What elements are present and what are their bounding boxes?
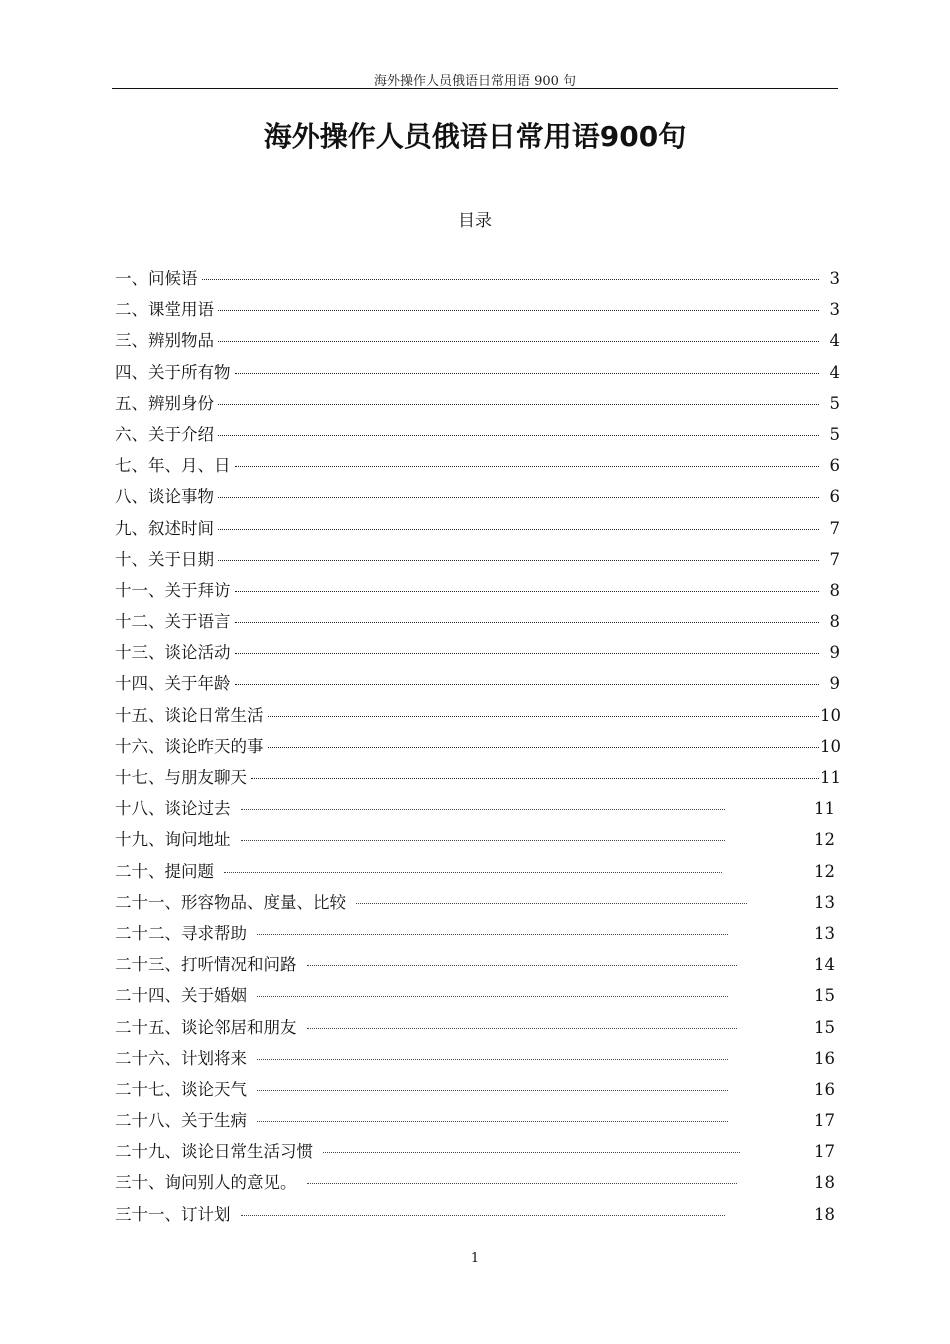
toc-entry-label: 六、关于介绍 (115, 424, 214, 444)
toc-entry-page: 5 (829, 424, 840, 444)
toc-dot-leader (323, 1152, 740, 1153)
toc-dot-leader (307, 1028, 737, 1029)
toc-dot-leader (268, 747, 820, 748)
toc-entry-page: 13 (814, 923, 835, 943)
toc-entry[interactable] (115, 606, 840, 637)
toc-dot-leader (307, 965, 737, 966)
toc-entry-label: 十五、谈论日常生活 (115, 705, 264, 725)
toc-dot-leader (241, 1215, 725, 1216)
document-title: 海外操作人员俄语日常用语900句 (263, 120, 687, 153)
toc-entry[interactable] (115, 1043, 840, 1074)
toc-dot-leader (241, 840, 725, 841)
toc-entry-page: 16 (814, 1079, 835, 1099)
running-header: 海外操作人员俄语日常用语 900 句 (373, 74, 577, 89)
toc-entry-label: 二十、提问题 (115, 861, 214, 881)
toc-entry-page: 12 (814, 861, 835, 881)
toc-dot-leader (218, 560, 819, 561)
toc-entry-page: 7 (829, 518, 840, 538)
toc-entry[interactable] (115, 793, 840, 824)
toc-dot-leader (202, 279, 820, 280)
toc-entry-label: 一、问候语 (115, 269, 198, 288)
toc-entry-label: 十九、询问地址 (115, 830, 231, 850)
toc-entry[interactable] (115, 1136, 840, 1167)
toc-entry-page: 4 (829, 331, 840, 351)
toc-entry[interactable] (115, 294, 840, 325)
toc-entry-page: 16 (814, 1048, 835, 1068)
toc-entry-label: 十三、谈论活动 (115, 643, 231, 663)
toc-entry-label: 二、课堂用语 (115, 300, 214, 320)
toc-entry[interactable] (115, 263, 840, 294)
toc-dot-leader (356, 903, 747, 904)
toc-entry-label: 十六、谈论昨天的事 (115, 736, 264, 756)
toc-dot-leader (218, 435, 819, 436)
toc-entry-page: 8 (829, 580, 840, 600)
toc-dot-leader (235, 373, 820, 374)
toc-entry-page: 18 (814, 1204, 835, 1224)
toc-entry-page: 17 (814, 1142, 835, 1162)
toc-dot-leader (235, 466, 820, 467)
toc-entry-label: 二十七、谈论天气 (115, 1079, 247, 1099)
toc-entry-page: 11 (820, 768, 841, 787)
toc-entry-label: 十二、关于语言 (115, 612, 231, 632)
toc-entry[interactable] (115, 731, 840, 762)
toc-entry[interactable] (115, 668, 840, 699)
toc-entry[interactable] (115, 450, 840, 481)
toc-entry-page: 7 (829, 549, 840, 569)
toc-entry-page: 9 (829, 643, 840, 663)
toc-entry-label: 二十五、谈论邻居和朋友 (115, 1017, 297, 1037)
toc-entry-label: 十八、谈论过去 (115, 799, 231, 819)
toc-entry-page: 18 (814, 1173, 835, 1193)
toc-dot-leader (235, 684, 820, 685)
toc-entry[interactable] (115, 575, 840, 606)
toc-dot-leader (257, 1059, 728, 1060)
toc-entry-label: 二十九、谈论日常生活习惯 (115, 1142, 313, 1162)
toc-entry-label: 二十二、寻求帮助 (115, 923, 247, 943)
toc-dot-leader (224, 872, 722, 873)
toc-entry-label: 三、辨别物品 (115, 331, 214, 351)
toc-entry-label: 四、关于所有物 (115, 362, 231, 382)
toc-entry-page: 6 (829, 456, 840, 476)
toc-dot-leader (218, 497, 819, 498)
toc-entry-label: 十、关于日期 (115, 549, 214, 569)
toc-entry-label: 九、叙述时间 (115, 518, 214, 538)
toc-entry[interactable] (115, 762, 840, 793)
toc-dot-leader (218, 341, 819, 342)
toc-dot-leader (268, 716, 820, 717)
toc-entry-page: 6 (829, 487, 840, 507)
toc-dot-leader (235, 591, 820, 592)
toc-entry-label: 十七、与朋友聊天 (115, 768, 247, 787)
toc-entry[interactable] (115, 544, 840, 575)
toc-entry[interactable] (115, 419, 840, 450)
toc-entry-label: 五、辨别身份 (115, 393, 214, 413)
toc-entry[interactable] (115, 949, 840, 980)
toc-entry-page: 13 (814, 892, 835, 912)
toc-entry-page: 15 (814, 986, 835, 1006)
toc-heading: 目录 (458, 211, 492, 231)
toc-entry[interactable] (115, 700, 840, 731)
toc-entry[interactable] (115, 887, 840, 918)
toc-dot-leader (235, 653, 820, 654)
toc-dot-leader (257, 1090, 728, 1091)
toc-dot-leader (257, 996, 728, 997)
toc-entry[interactable] (115, 856, 840, 887)
toc-entry-page: 11 (814, 799, 835, 819)
toc-entry-label: 二十四、关于婚姻 (115, 986, 247, 1006)
toc-entry[interactable] (115, 325, 840, 356)
toc-entry[interactable] (115, 1012, 840, 1043)
toc-entry-label: 十一、关于拜访 (115, 580, 231, 600)
toc-entry-label: 十四、关于年龄 (115, 674, 231, 694)
toc-dot-leader (257, 1121, 728, 1122)
toc-entry[interactable] (115, 1105, 840, 1136)
toc-entry[interactable] (115, 1199, 840, 1230)
toc-entry-page: 4 (829, 362, 840, 382)
toc-entry-page: 10 (820, 705, 841, 725)
toc-entry-label: 二十三、打听情况和问路 (115, 955, 297, 975)
toc-dot-leader (235, 622, 820, 623)
toc-dot-leader (307, 1183, 737, 1184)
toc-entry-page: 17 (814, 1111, 835, 1131)
toc-entry[interactable] (115, 513, 840, 544)
toc-entry-page: 12 (814, 830, 835, 850)
toc-entry-label: 二十六、计划将来 (115, 1048, 247, 1068)
toc-entry-label: 三十、询问别人的意见。 (115, 1173, 297, 1193)
toc-entry-label: 七、年、月、日 (115, 456, 231, 476)
toc-entry-page: 9 (829, 674, 840, 694)
toc-entry[interactable] (115, 481, 840, 512)
toc-entry-label: 三十一、订计划 (115, 1204, 231, 1224)
toc-entry[interactable] (115, 824, 840, 855)
header-rule (112, 88, 838, 89)
toc-entry-page: 5 (829, 393, 840, 413)
toc-entry[interactable] (115, 388, 840, 419)
toc-dot-leader (251, 778, 819, 779)
toc-entry-page: 10 (820, 736, 841, 756)
toc-entry[interactable] (115, 918, 840, 949)
toc-entry[interactable] (115, 1167, 840, 1198)
table-of-contents (115, 263, 840, 1230)
toc-dot-leader (218, 529, 819, 530)
toc-entry-label: 八、谈论事物 (115, 487, 214, 507)
toc-dot-leader (218, 310, 819, 311)
toc-entry[interactable] (115, 1074, 840, 1105)
toc-dot-leader (218, 404, 819, 405)
toc-entry[interactable] (115, 357, 840, 388)
toc-entry-page: 14 (814, 955, 835, 975)
page-number: 1 (470, 1251, 480, 1266)
toc-entry-label: 二十八、关于生病 (115, 1111, 247, 1131)
toc-dot-leader (257, 934, 728, 935)
toc-entry-page: 15 (814, 1017, 835, 1037)
toc-entry-label: 二十一、形容物品、度量、比较 (115, 892, 346, 912)
toc-entry-page: 3 (829, 269, 840, 288)
toc-entry[interactable] (115, 637, 840, 668)
toc-dot-leader (241, 809, 725, 810)
toc-entry-page: 3 (829, 300, 840, 320)
toc-entry-page: 8 (829, 612, 840, 632)
toc-entry[interactable] (115, 980, 840, 1011)
